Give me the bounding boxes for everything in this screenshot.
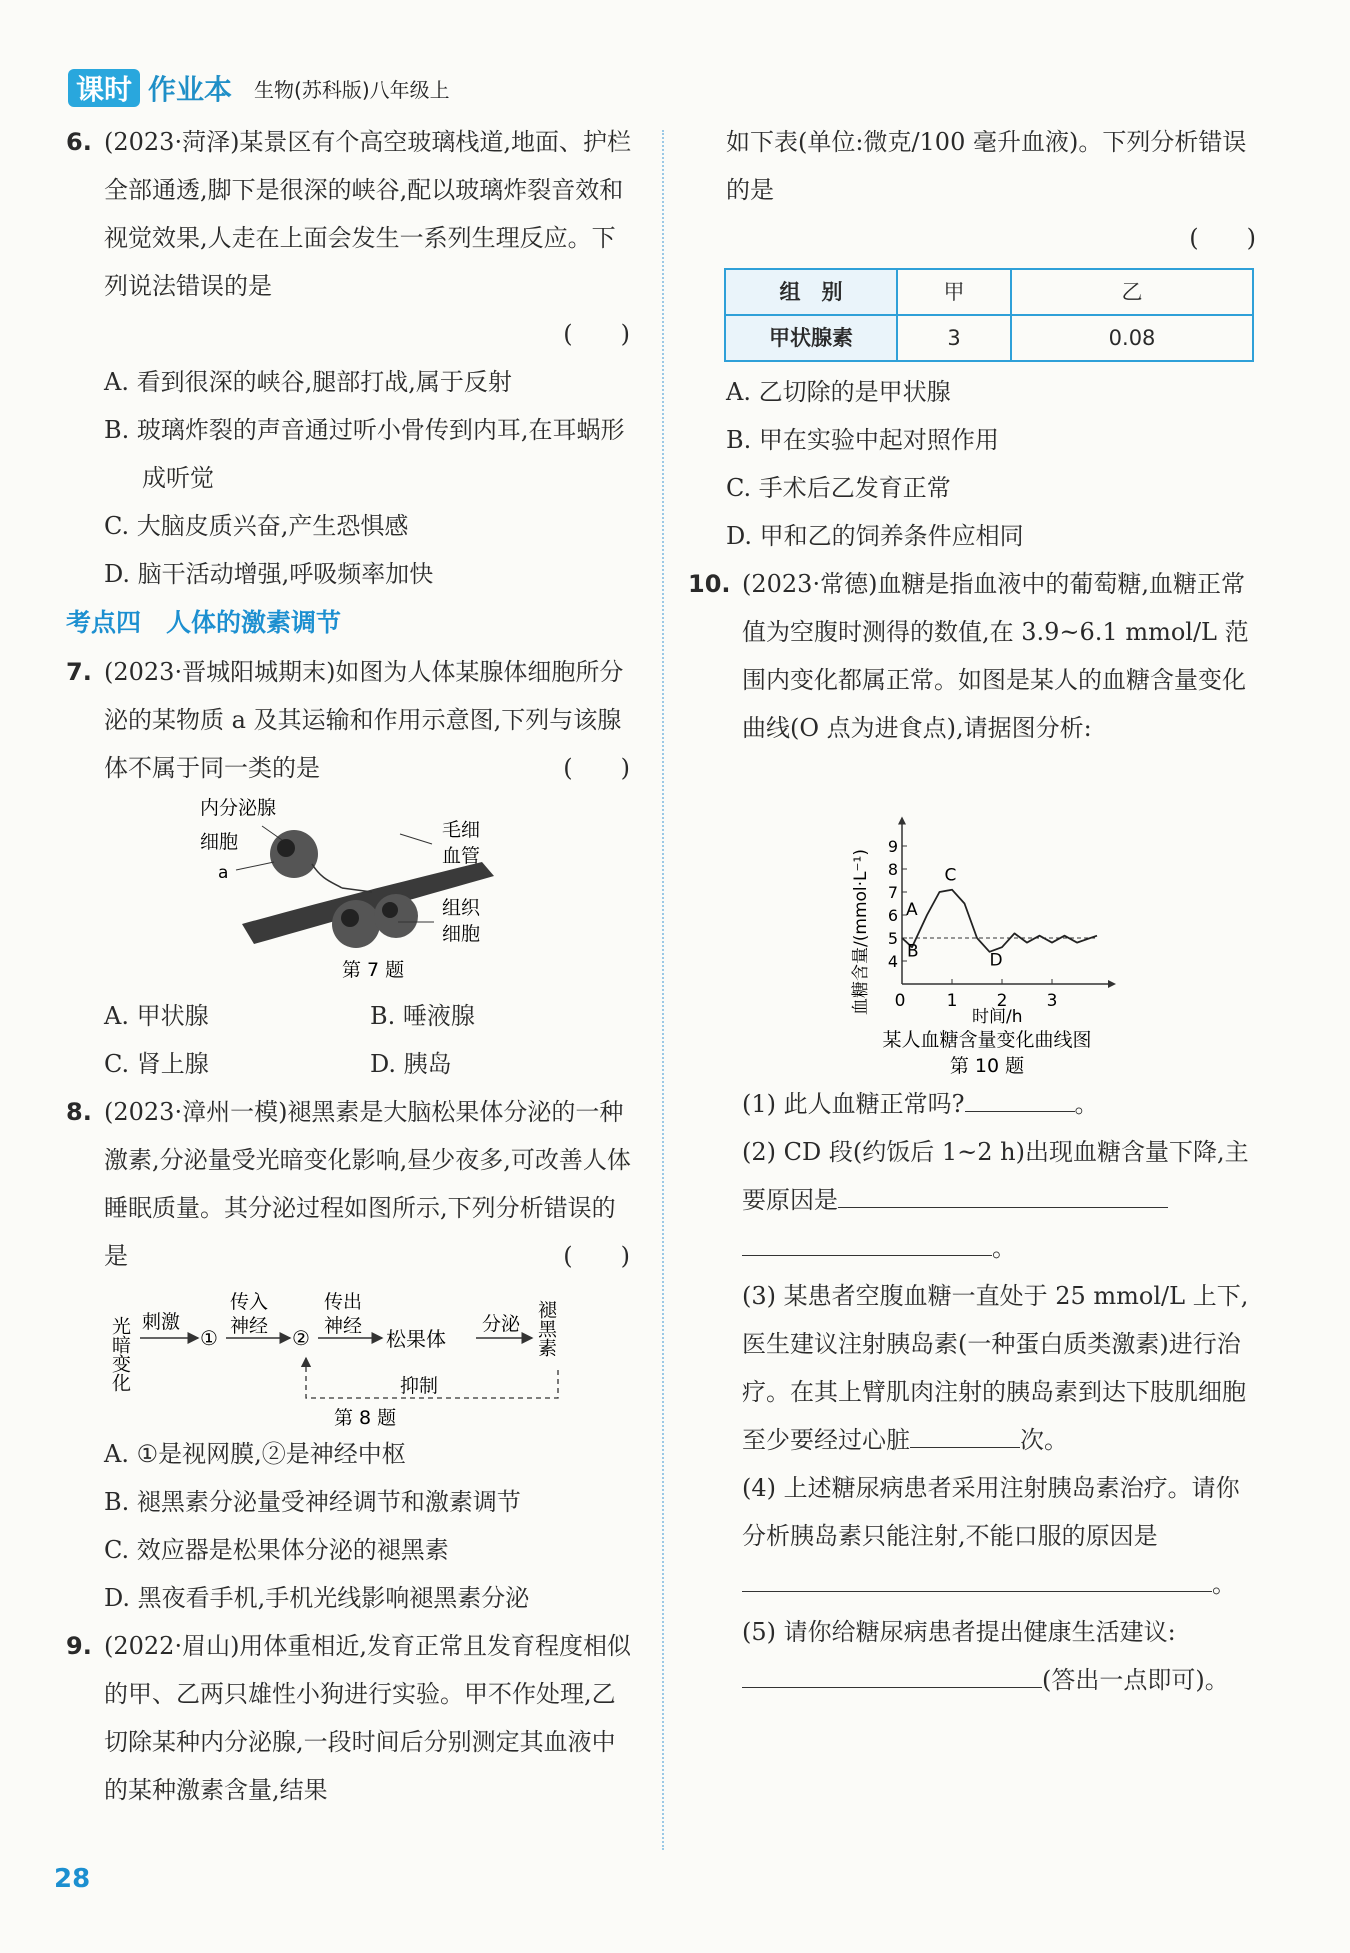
question-10 <box>690 560 1262 1704</box>
question-number: 7. <box>66 658 92 686</box>
question-stem-continued: 如下表(单位:微克/100 毫升血液)。下列分析错误的是 <box>726 128 1247 204</box>
y-tick-label: 5 <box>887 929 898 948</box>
x-tick-label: 3 <box>1046 991 1058 1011</box>
question-stem: (2022·眉山)用体重相近,发育正常且发育程度相似的甲、乙两只雄性小狗进行实验。甲不作处理,乙切除某种内分泌腺,一段时间后分别测定其血液中的某种激素含量,结果 <box>104 1632 632 1804</box>
option-c: C. 肾上腺 <box>104 1050 209 1078</box>
label-inhibit: 抑制 <box>400 1375 439 1397</box>
sub-question-3: (3) 某患者空腹血糖一直处于 25 mmol/L 上下,医生建议注射胰岛素(一种蛋白质类激素)进行治疗。在其上臂肌肉注射的胰岛素到达下肢肌细胞至少要经过心脏 次。 <box>742 1282 1249 1454</box>
node-2: ② <box>292 1326 310 1350</box>
table-header-group: 组 别 <box>725 269 897 315</box>
question-6 <box>66 118 636 598</box>
x-tick-label: 0 <box>894 991 906 1011</box>
label-efferent-2: 神经 <box>324 1315 363 1337</box>
option-b: B. 唾液腺 <box>370 1002 475 1030</box>
question-9-continued <box>690 118 1262 262</box>
table-header-jia: 甲 <box>897 269 1011 315</box>
question-number: 8. <box>66 1098 92 1126</box>
question-number: 10. <box>688 570 731 598</box>
point-label-d: D <box>989 950 1003 971</box>
point-label-c: C <box>944 865 957 886</box>
question-stem: (2023·常德)血糖是指血液中的葡萄糖,血糖正常值为空腹时测得的数值,在 3.9~6.1 mmol/L 范围内变化都属正常。如图是某人的血糖含量变化曲线(O 点为进食点),请据图分析: <box>742 570 1249 742</box>
option-a: A. 看到很深的峡谷,腿部打战,属于反射 <box>104 368 512 396</box>
y-axis-arrow <box>898 817 906 825</box>
x-axis-label: 时间/h <box>972 1007 1023 1027</box>
option-c: C. 效应器是松果体分泌的褪黑素 <box>104 1536 449 1564</box>
y-tick-label: 8 <box>887 860 898 879</box>
answer-blank[interactable] <box>742 1561 1212 1592</box>
answer-blank[interactable] <box>910 1417 1020 1448</box>
option-a: A. 乙切除的是甲状腺 <box>726 378 951 406</box>
option-b: B. 褪黑素分泌量受神经调节和激素调节 <box>104 1488 521 1516</box>
node-melatonin: 褪黑素 <box>535 1300 557 1357</box>
option-d: D. 甲和乙的饲养条件应相同 <box>726 522 1024 550</box>
question-9 <box>66 1622 636 1814</box>
hormone-table <box>724 268 1254 362</box>
chart-title: 某人血糖含量变化曲线图 <box>882 1029 1092 1051</box>
table-header-yi: 乙 <box>1011 269 1253 315</box>
x-tick-label: 1 <box>946 991 958 1011</box>
column-divider <box>662 130 664 1850</box>
option-a: A. ①是视网膜,②是神经中枢 <box>104 1440 406 1468</box>
point-label-a: A <box>906 900 918 920</box>
figure-caption: 第 7 题 <box>342 959 405 981</box>
label-stimulus: 刺激 <box>142 1311 181 1333</box>
label-secrete: 分泌 <box>482 1313 521 1335</box>
y-tick-label: 7 <box>887 883 898 902</box>
table-cell-jia: 3 <box>897 315 1011 361</box>
sub-question-1: (1) 此人血糖正常吗? 。 <box>742 1080 1262 1128</box>
gland-diagram <box>182 792 602 992</box>
answer-blank[interactable] <box>838 1177 1168 1208</box>
glucose-curve <box>902 890 1097 952</box>
answer-bracket: ( ) <box>563 1242 630 1270</box>
question-number: 6. <box>66 128 92 156</box>
label-capillary-2: 血管 <box>442 845 481 867</box>
label-a: a <box>218 863 229 883</box>
page-header <box>68 66 450 110</box>
answer-blank[interactable] <box>742 1657 1042 1688</box>
node-1: ① <box>200 1326 218 1350</box>
option-d: D. 脑干活动增强,呼吸频率加快 <box>104 560 434 588</box>
option-d: D. 胰岛 <box>370 1050 452 1078</box>
answer-bracket: ( ) <box>1189 224 1256 252</box>
figure-7 <box>104 792 636 992</box>
y-tick-label: 9 <box>887 837 898 856</box>
answer-blank-2[interactable] <box>742 1225 992 1256</box>
y-tick-label: 6 <box>887 906 898 925</box>
right-column <box>690 118 1262 1704</box>
question-stem: (2023·晋城阳城期末)如图为人体某腺体细胞所分泌的某物质 a 及其运输和作用示意图,下列与该腺体不属于同一类的是 ( ) <box>104 648 636 792</box>
label-afferent-1: 传入 <box>230 1291 269 1313</box>
section-heading: 考点四 人体的激素调节 <box>66 608 342 637</box>
figure-8 <box>104 1280 636 1430</box>
question-9-options <box>690 368 1262 560</box>
figure-caption: 第 10 题 <box>949 1055 1025 1077</box>
question-stem: (2023·菏泽)某景区有个高空玻璃栈道,地面、护栏全部通透,脚下是很深的峡谷,配以玻璃炸裂音效和视觉效果,人走在上面会发生一系列生理反应。下列说法错误的是 <box>104 128 632 300</box>
options-row <box>104 1040 636 1088</box>
y-axis-label: 血糖含量/(mmol·L⁻¹) <box>851 849 871 1015</box>
node-light-dark: 光暗变化 <box>109 1316 131 1392</box>
option-b: B. 玻璃炸裂的声音通过听小骨传到内耳,在耳蜗形成听觉 <box>104 416 625 492</box>
book-title: 生物(苏科版)八年级上 <box>254 77 450 102</box>
secretion-flowchart <box>100 1280 640 1430</box>
option-b: B. 甲在实验中起对照作用 <box>726 426 999 454</box>
option-c: C. 大脑皮质兴奋,产生恐惧感 <box>104 512 409 540</box>
figure-10 <box>742 752 1262 1080</box>
x-axis-arrow <box>1108 980 1116 988</box>
label-afferent-2: 神经 <box>230 1315 269 1337</box>
option-a: A. 甲状腺 <box>104 1002 209 1030</box>
label-cell: 细胞 <box>200 831 239 853</box>
label-tissue-1: 组织 <box>442 897 481 919</box>
node-pineal: 松果体 <box>386 1327 446 1351</box>
table-row-label: 甲状腺素 <box>725 315 897 361</box>
question-number: 9. <box>66 1632 92 1660</box>
figure-caption: 第 8 题 <box>334 1407 397 1429</box>
blood-glucose-chart <box>822 752 1152 1080</box>
question-7 <box>66 648 636 1088</box>
answer-bracket: ( ) <box>563 320 630 348</box>
point-label-b: B <box>907 941 919 962</box>
label-tissue-2: 细胞 <box>442 923 481 945</box>
sub-question-4: (4) 上述糖尿病患者采用注射胰岛素治疗。请你分析胰岛素只能注射,不能口服的原因是。 <box>742 1474 1240 1598</box>
table-cell-yi: 0.08 <box>1011 315 1253 361</box>
question-8 <box>66 1088 636 1622</box>
logo: 课时 <box>68 69 140 107</box>
sub-question-2: (2) CD 段(约饭后 1~2 h)出现血糖含量下降,主要原因是 。 <box>742 1138 1249 1262</box>
y-tick-label: 4 <box>887 952 898 971</box>
label-gland: 内分泌腺 <box>200 797 277 819</box>
x-tick-label: 2 <box>996 991 1008 1011</box>
option-c: C. 手术后乙发育正常 <box>726 474 951 502</box>
page-number: 28 <box>54 1864 91 1894</box>
options-row <box>104 992 636 1040</box>
question-stem: (2023·漳州一模)褪黑素是大脑松果体分泌的一种激素,分泌量受光暗变化影响,昼少夜多,可改善人体睡眠质量。其分泌过程如图所示,下列分析错误的是 ( ) <box>104 1088 636 1280</box>
left-column <box>66 118 636 1814</box>
label-efferent-1: 传出 <box>324 1291 363 1313</box>
label-capillary-1: 毛细 <box>442 819 481 841</box>
answer-blank[interactable] <box>965 1081 1075 1112</box>
sub-question-5: (5) 请你给糖尿病患者提出健康生活建议: (答出一点即可)。 <box>742 1618 1229 1694</box>
answer-bracket: ( ) <box>563 754 630 782</box>
logo-subtitle: 作业本 <box>148 73 233 106</box>
option-d: D. 黑夜看手机,手机光线影响褪黑素分泌 <box>104 1584 530 1612</box>
